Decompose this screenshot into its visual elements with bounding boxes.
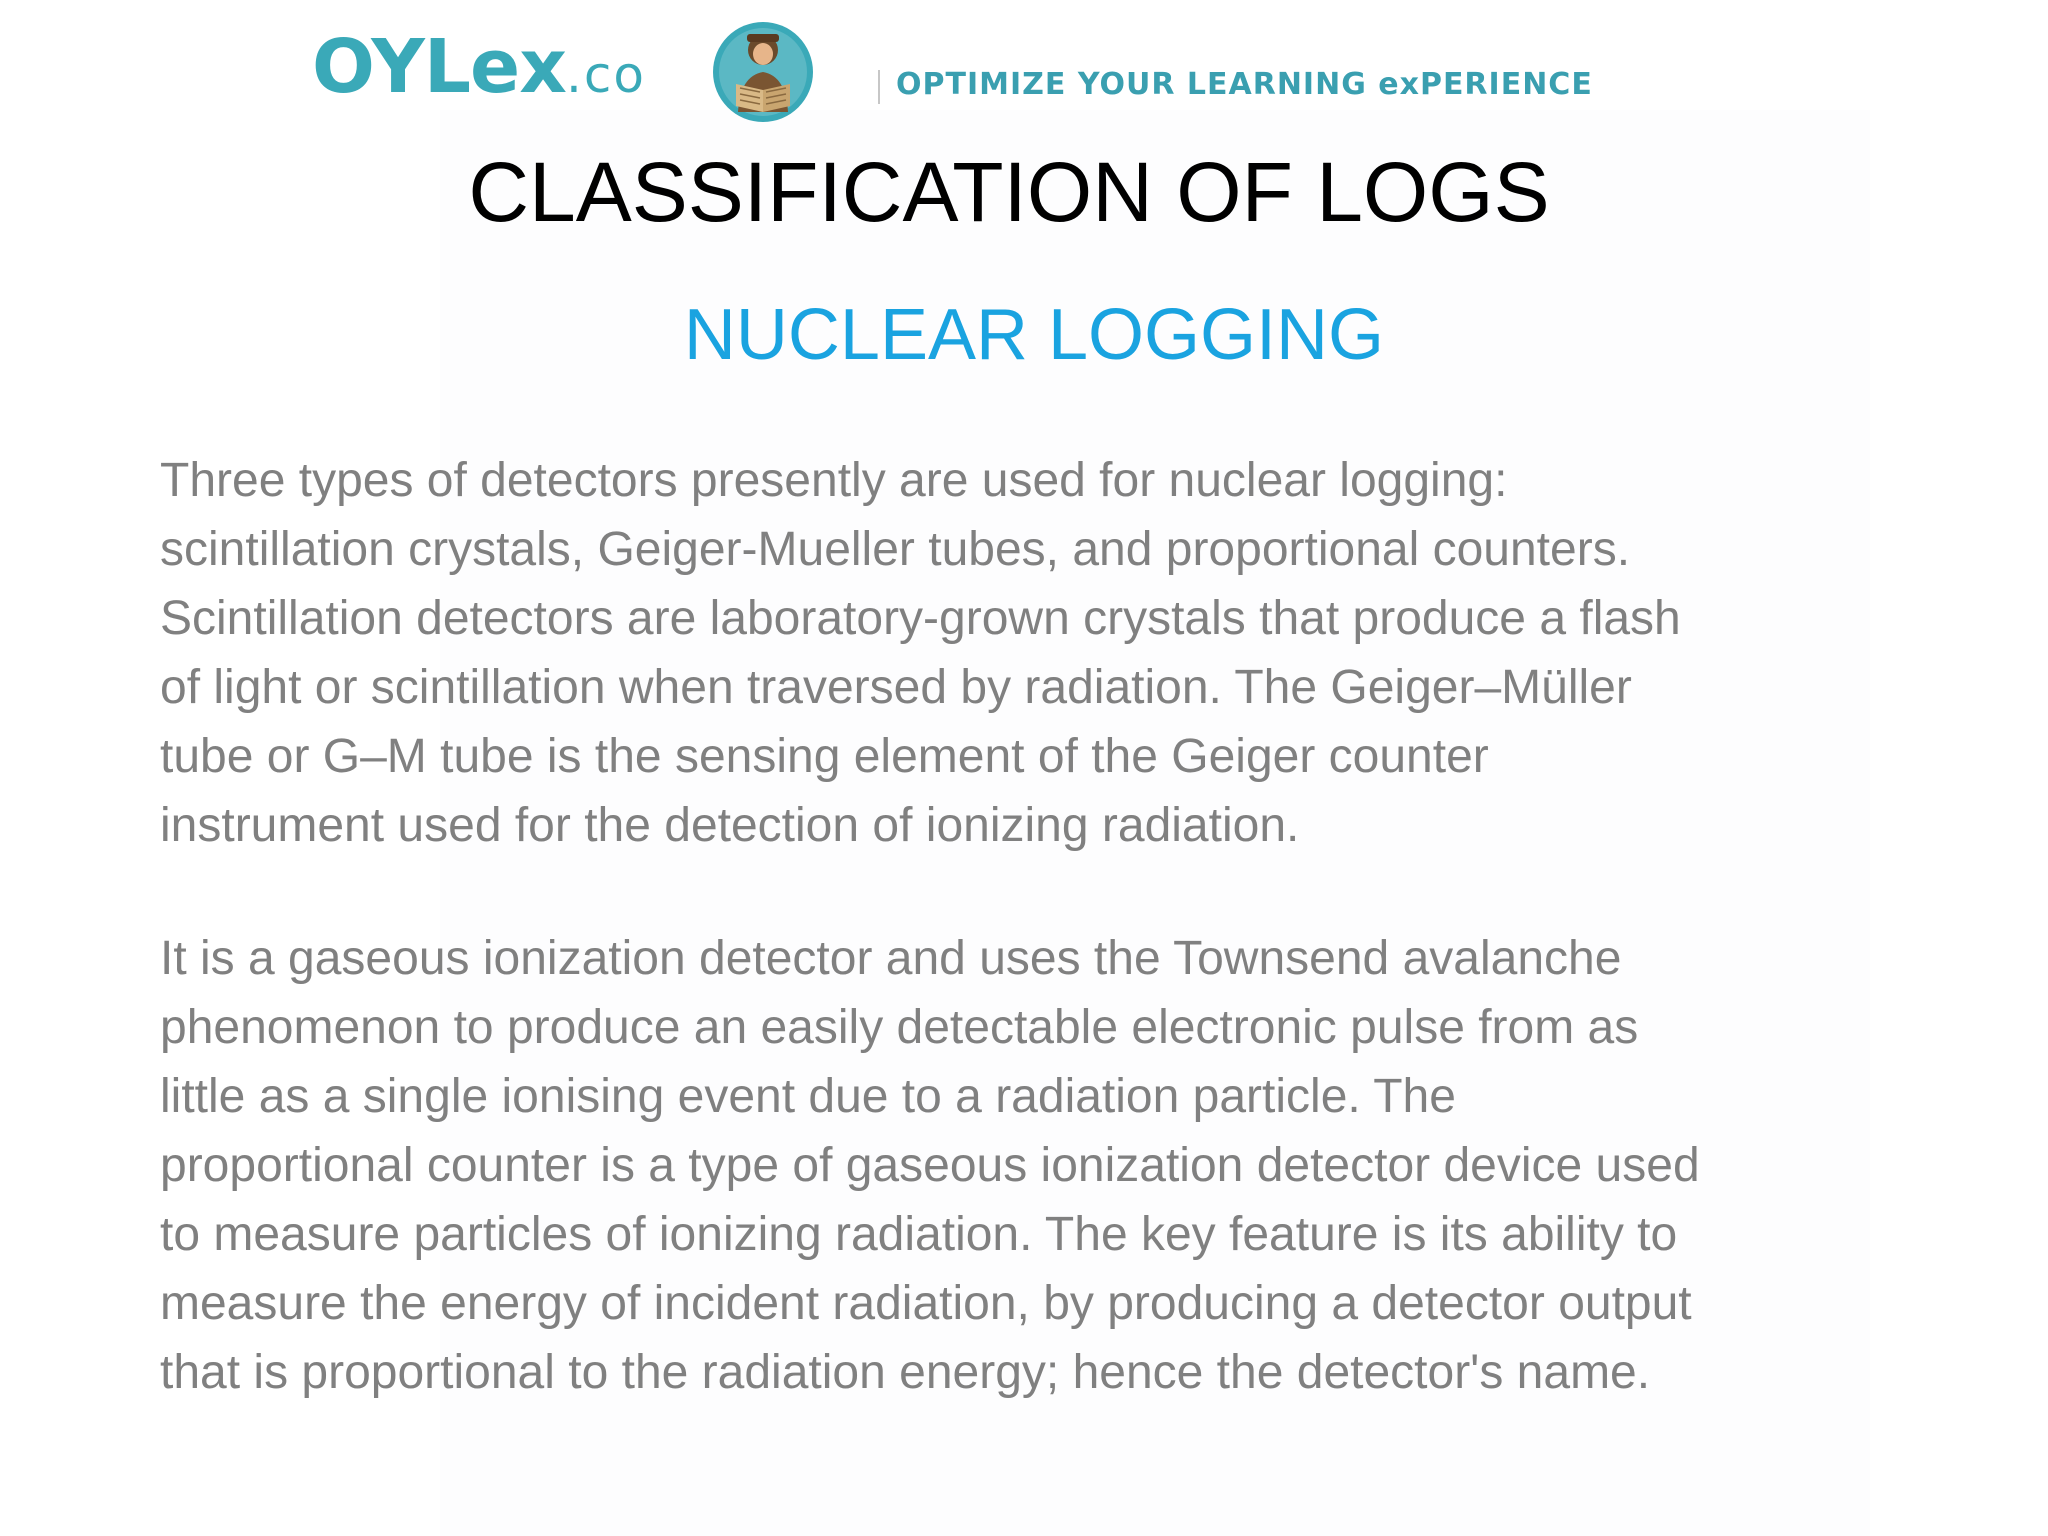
paragraph-line: to measure particles of ionizing radiation. The key feature is its ability to — [160, 1208, 1678, 1261]
reader-emblem-icon — [698, 20, 828, 124]
body-paragraph-1 — [160, 446, 1900, 860]
body-paragraph-2 — [160, 924, 1900, 1407]
paragraph-line: instrument used for the detection of ionizing radiation. — [160, 799, 1300, 852]
brand-logo-suffix: .co — [565, 46, 646, 104]
paragraph-line: little as a single ionising event due to a radiation particle. The — [160, 1070, 1456, 1123]
paragraph-line: phenomenon to produce an easily detectable electronic pulse from as — [160, 1001, 1639, 1054]
paragraph-line: measure the energy of incident radiation, by producing a detector output — [160, 1277, 1692, 1330]
banner-divider — [878, 70, 880, 104]
paragraph-line: of light or scintillation when traversed by radiation. The Geiger–Müller — [160, 661, 1632, 714]
slide-title-row — [0, 146, 2048, 238]
paragraph-line: proportional counter is a type of gaseous ionization detector device used — [160, 1139, 1700, 1192]
brand-tagline: OPTIMIZE YOUR LEARNING exPERIENCE — [896, 67, 1593, 102]
slide-subtitle-row — [0, 296, 2048, 375]
header-banner — [300, 12, 1700, 142]
slide-subtitle: NUCLEAR LOGGING — [683, 295, 1385, 375]
paragraph-line: that is proportional to the radiation energy; hence the detector's name. — [160, 1346, 1651, 1399]
paragraph-line: Scintillation detectors are laboratory-grown crystals that produce a flash — [160, 592, 1681, 645]
paragraph-line: Three types of detectors presently are used for nuclear logging: — [160, 454, 1508, 507]
slide-title: CLASSIFICATION OF LOGS — [468, 145, 1550, 239]
paragraph-line: scintillation crystals, Geiger-Mueller tubes, and proportional counters. — [160, 523, 1631, 576]
paragraph-line: It is a gaseous ionization detector and uses the Townsend avalanche — [160, 932, 1622, 985]
paragraph-line: tube or G–M tube is the sensing element of the Geiger counter — [160, 730, 1489, 783]
brand-logo-main: OYLex — [312, 24, 566, 110]
brand-logo — [312, 24, 646, 110]
